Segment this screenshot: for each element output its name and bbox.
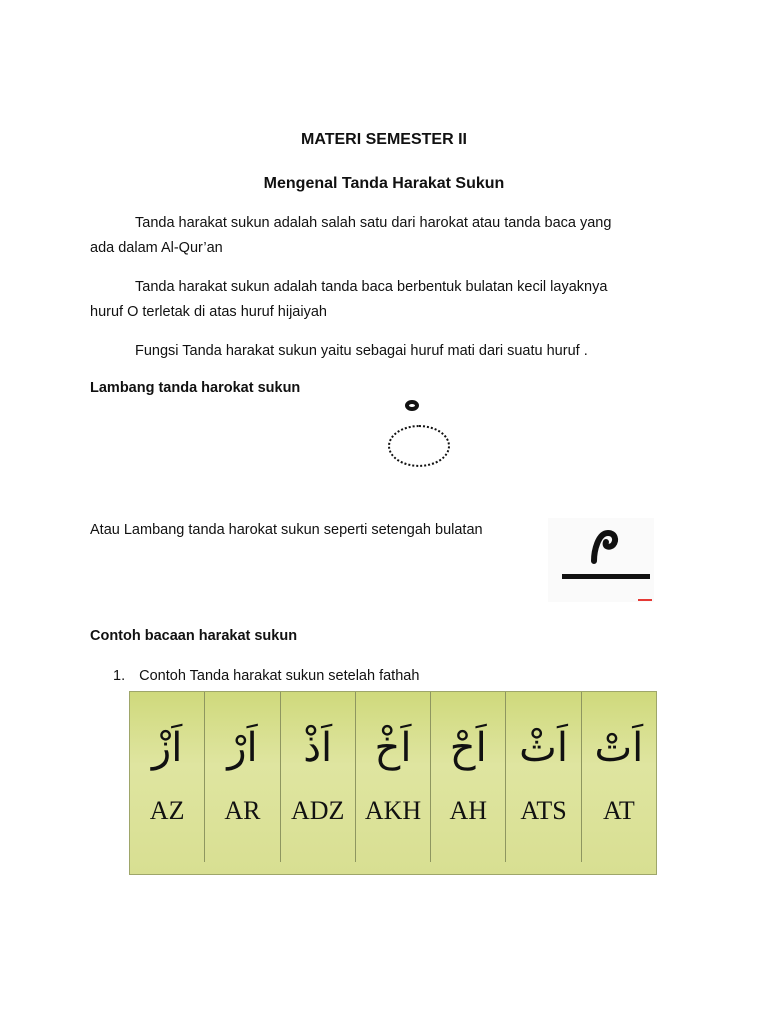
table-cell [356,692,431,862]
arabic-text: اَرْ [227,725,258,771]
arabic-text: اَحْ [449,725,487,771]
letter-placeholder-circle-icon [388,425,450,467]
arabic-text: اَثْ [519,725,568,771]
paragraph-shape [90,275,690,325]
list-item [113,664,419,689]
half-circle-sukun-image [548,518,654,602]
half-circle-sukun-icon [548,518,654,602]
table-cell [582,692,656,862]
paragraph-function: Fungsi Tanda harakat sukun yaitu sebagai huruf mati dari suatu huruf . [135,343,588,359]
sukun-symbol-icon [405,400,419,411]
paragraph-line: Tanda harakat sukun adalah tanda baca berbentuk bulatan kecil layaknya [135,279,608,295]
latin-text: AKH [364,796,422,825]
alt-symbol-text: Atau Lambang tanda harokat sukun seperti setengah bulatan [90,522,483,538]
latin-text: ADZ [290,796,345,825]
paragraph-line: Tanda harakat sukun adalah salah satu dari harokat atau tanda baca yang [135,215,612,231]
list-number: 1. [113,668,126,684]
examples-heading: Contoh bacaan harakat sukun [90,628,298,644]
page-subtitle: Mengenal Tanda Harakat Sukun [263,175,505,192]
arabic-text: اَتْ [594,725,644,771]
table-cell [205,692,280,862]
table-cell [281,692,356,862]
latin-text: AZ [149,796,185,825]
page-title: MATERI SEMESTER II [301,131,467,148]
table-cell [130,692,205,862]
table-cell [431,692,506,862]
symbol-heading: Lambang tanda harokat sukun [90,380,301,396]
list-text: Contoh Tanda harakat sukun setelah fathah [139,668,420,684]
latin-text: ATS [520,796,567,825]
sukun-examples-table [129,691,657,875]
arabic-text: اَخْ [374,725,412,771]
arabic-text: اَذْ [303,725,333,771]
table-cell [506,692,581,862]
latin-text: AR [224,796,261,825]
paragraph-line: ada dalam Al-Qur’an [90,240,223,256]
arabic-text: اَزْ [151,725,183,771]
latin-text: AT [602,796,635,825]
latin-text: AH [449,796,488,825]
paragraph-line: huruf O terletak di atas huruf hijaiyah [90,304,327,320]
paragraph-definition [90,211,690,261]
